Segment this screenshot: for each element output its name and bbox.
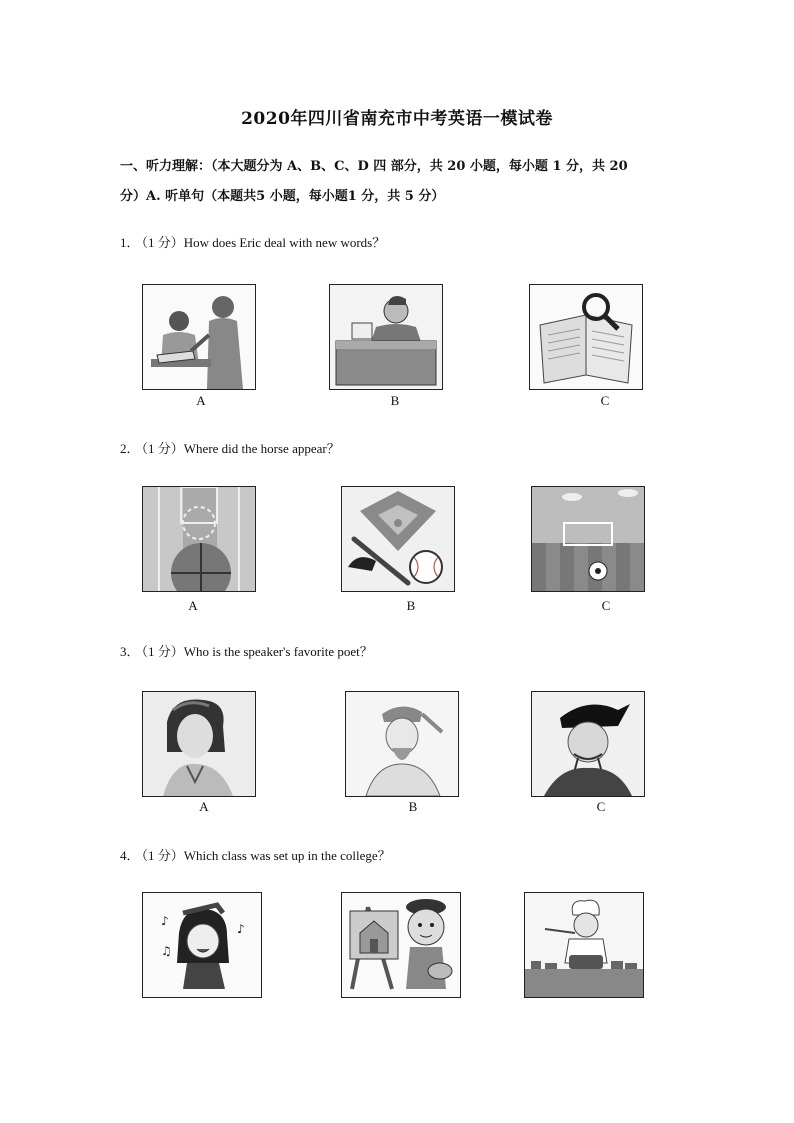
- option-label: C: [600, 393, 610, 408]
- question-score: （1 分）: [141, 441, 184, 456]
- question-score: （1 分）: [141, 848, 184, 863]
- painter-boy-icon[interactable]: [341, 892, 461, 998]
- option-label: A: [188, 598, 198, 613]
- question-score: （1 分）: [141, 644, 184, 659]
- question-number: 1．: [120, 235, 140, 250]
- basketball-court-icon[interactable]: [142, 486, 256, 592]
- question-number: 4．: [120, 848, 140, 863]
- chef-cooking-icon[interactable]: [524, 892, 644, 998]
- question-score: （1 分）: [141, 235, 184, 250]
- option-label: A: [196, 393, 206, 408]
- poet-with-hat-portrait-icon[interactable]: [531, 691, 645, 797]
- svg-text:♪: ♪: [161, 914, 169, 928]
- man-at-laptop-icon[interactable]: [329, 284, 443, 390]
- option-label: B: [406, 598, 416, 613]
- question-number: 2．: [120, 441, 140, 456]
- question-2: [120, 438, 340, 457]
- question-text: Who is the speaker's favorite poet？: [183, 644, 373, 659]
- baseball-field-icon[interactable]: [341, 486, 455, 592]
- section-heading: [120, 152, 680, 212]
- dictionary-magnifier-icon[interactable]: [529, 284, 643, 390]
- question-3: [120, 641, 373, 660]
- question-number: 3．: [120, 644, 140, 659]
- singing-girl-icon[interactable]: [142, 892, 262, 998]
- question-1: [120, 232, 385, 251]
- section-line-2: 分）A. 听单句（本题共5 小题，每小题1 分，共 5 分）: [120, 189, 445, 204]
- old-poet-portrait-icon[interactable]: [345, 691, 459, 797]
- question-text: How does Eric deal with new words？: [183, 235, 386, 250]
- option-label: B: [408, 799, 418, 814]
- soccer-field-icon[interactable]: [531, 486, 645, 592]
- option-label: B: [390, 393, 400, 408]
- option-label: C: [596, 799, 606, 814]
- page-title: 2020年四川省南充市中考英语一模试卷: [241, 109, 553, 129]
- option-label: C: [601, 598, 611, 613]
- option-label: A: [199, 799, 209, 814]
- question-text: Where did the horse appear？: [183, 441, 340, 456]
- svg-text:♫: ♫: [161, 944, 172, 958]
- teacher-helping-student-icon[interactable]: [142, 284, 256, 390]
- section-line-1: 一、听力理解：（本大题分为 A、B、C、D 四 部分，共 20 小题，每小题 1 分，共 20: [120, 159, 628, 174]
- svg-text:♪: ♪: [237, 922, 245, 936]
- question-text: Which class was set up in the college？: [183, 848, 391, 863]
- woman-poet-portrait-icon[interactable]: [142, 691, 256, 797]
- question-4: [120, 845, 391, 864]
